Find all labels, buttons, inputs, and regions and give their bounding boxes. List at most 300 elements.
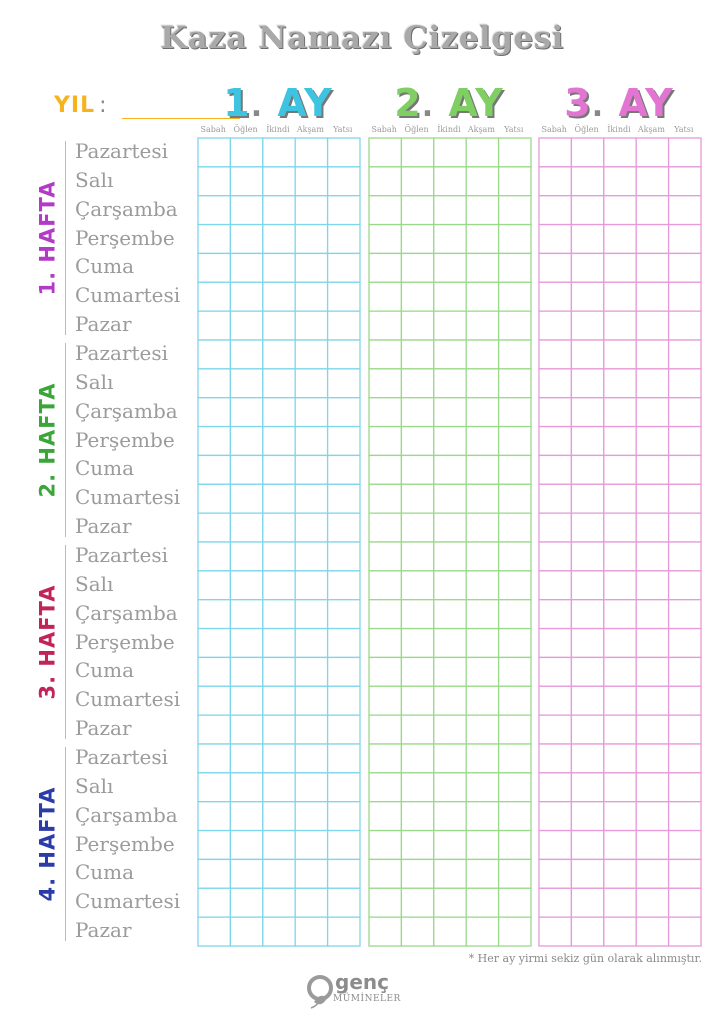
checkbox-cell[interactable] [230,888,262,917]
checkbox-cell[interactable] [369,773,401,802]
checkbox-cell[interactable] [636,600,668,629]
checkbox-cell[interactable] [295,831,327,860]
checkbox-cell[interactable] [198,744,230,773]
checkbox-cell[interactable] [571,427,603,456]
checkbox-cell[interactable] [198,513,230,542]
checkbox-cell[interactable] [230,455,262,484]
checkbox-cell[interactable] [466,427,498,456]
checkbox-cell[interactable] [198,340,230,369]
checkbox-cell[interactable] [499,629,531,658]
checkbox-cell[interactable] [434,600,466,629]
checkbox-cell[interactable] [669,888,701,917]
checkbox-cell[interactable] [499,282,531,311]
checkbox-cell[interactable] [499,311,531,340]
checkbox-cell[interactable] [198,225,230,254]
checkbox-cell[interactable] [539,311,571,340]
checkbox-cell[interactable] [263,802,295,831]
checkbox-cell[interactable] [571,398,603,427]
checkbox-cell[interactable] [328,398,360,427]
checkbox-cell[interactable] [604,686,636,715]
checkbox-cell[interactable] [230,311,262,340]
checkbox-cell[interactable] [230,167,262,196]
checkbox-cell[interactable] [571,744,603,773]
checkbox-cell[interactable] [434,427,466,456]
checkbox-cell[interactable] [295,600,327,629]
checkbox-cell[interactable] [198,427,230,456]
checkbox-cell[interactable] [499,686,531,715]
checkbox-cell[interactable] [604,340,636,369]
checkbox-cell[interactable] [434,917,466,946]
checkbox-cell[interactable] [434,311,466,340]
checkbox-cell[interactable] [198,802,230,831]
checkbox-cell[interactable] [263,427,295,456]
checkbox-cell[interactable] [571,629,603,658]
checkbox-cell[interactable] [636,686,668,715]
checkbox-cell[interactable] [263,571,295,600]
checkbox-cell[interactable] [571,311,603,340]
checkbox-cell[interactable] [499,802,531,831]
checkbox-cell[interactable] [401,167,433,196]
checkbox-cell[interactable] [571,859,603,888]
checkbox-cell[interactable] [401,369,433,398]
checkbox-cell[interactable] [604,773,636,802]
checkbox-cell[interactable] [669,340,701,369]
checkbox-cell[interactable] [369,686,401,715]
checkbox-cell[interactable] [539,657,571,686]
checkbox-cell[interactable] [328,831,360,860]
checkbox-cell[interactable] [369,484,401,513]
checkbox-cell[interactable] [499,888,531,917]
checkbox-cell[interactable] [263,600,295,629]
checkbox-cell[interactable] [230,340,262,369]
checkbox-cell[interactable] [328,455,360,484]
checkbox-cell[interactable] [198,455,230,484]
checkbox-cell[interactable] [328,542,360,571]
checkbox-cell[interactable] [369,311,401,340]
checkbox-cell[interactable] [499,715,531,744]
checkbox-cell[interactable] [604,571,636,600]
checkbox-cell[interactable] [230,253,262,282]
checkbox-cell[interactable] [499,340,531,369]
checkbox-cell[interactable] [499,484,531,513]
checkbox-cell[interactable] [401,744,433,773]
checkbox-cell[interactable] [198,542,230,571]
checkbox-cell[interactable] [499,196,531,225]
checkbox-cell[interactable] [499,859,531,888]
checkbox-cell[interactable] [295,715,327,744]
checkbox-cell[interactable] [328,600,360,629]
checkbox-cell[interactable] [604,600,636,629]
checkbox-cell[interactable] [295,657,327,686]
checkbox-cell[interactable] [263,340,295,369]
checkbox-cell[interactable] [230,427,262,456]
checkbox-cell[interactable] [198,600,230,629]
checkbox-cell[interactable] [466,225,498,254]
checkbox-cell[interactable] [198,311,230,340]
checkbox-cell[interactable] [636,802,668,831]
checkbox-cell[interactable] [401,657,433,686]
checkbox-cell[interactable] [571,167,603,196]
checkbox-cell[interactable] [604,715,636,744]
checkbox-cell[interactable] [636,398,668,427]
checkbox-cell[interactable] [499,427,531,456]
checkbox-cell[interactable] [434,744,466,773]
checkbox-cell[interactable] [539,571,571,600]
checkbox-cell[interactable] [636,138,668,167]
checkbox-cell[interactable] [263,311,295,340]
checkbox-cell[interactable] [604,455,636,484]
checkbox-cell[interactable] [539,138,571,167]
checkbox-cell[interactable] [369,167,401,196]
checkbox-cell[interactable] [669,917,701,946]
checkbox-cell[interactable] [466,715,498,744]
checkbox-cell[interactable] [230,225,262,254]
checkbox-cell[interactable] [539,859,571,888]
checkbox-cell[interactable] [669,744,701,773]
checkbox-cell[interactable] [669,196,701,225]
checkbox-cell[interactable] [328,369,360,398]
checkbox-cell[interactable] [328,802,360,831]
checkbox-cell[interactable] [636,225,668,254]
checkbox-cell[interactable] [263,686,295,715]
checkbox-cell[interactable] [604,744,636,773]
checkbox-cell[interactable] [328,571,360,600]
checkbox-cell[interactable] [230,859,262,888]
checkbox-cell[interactable] [198,196,230,225]
checkbox-cell[interactable] [466,398,498,427]
checkbox-cell[interactable] [669,369,701,398]
checkbox-cell[interactable] [369,802,401,831]
checkbox-cell[interactable] [539,484,571,513]
checkbox-cell[interactable] [539,600,571,629]
checkbox-cell[interactable] [263,398,295,427]
checkbox-cell[interactable] [571,282,603,311]
checkbox-cell[interactable] [369,513,401,542]
checkbox-cell[interactable] [295,455,327,484]
checkbox-cell[interactable] [539,167,571,196]
checkbox-cell[interactable] [198,715,230,744]
checkbox-cell[interactable] [499,398,531,427]
checkbox-cell[interactable] [369,427,401,456]
checkbox-cell[interactable] [604,542,636,571]
checkbox-cell[interactable] [369,571,401,600]
checkbox-cell[interactable] [636,282,668,311]
checkbox-cell[interactable] [328,715,360,744]
checkbox-cell[interactable] [571,542,603,571]
checkbox-cell[interactable] [466,859,498,888]
checkbox-cell[interactable] [263,831,295,860]
checkbox-cell[interactable] [230,686,262,715]
checkbox-cell[interactable] [669,311,701,340]
checkbox-cell[interactable] [263,455,295,484]
checkbox-cell[interactable] [539,340,571,369]
checkbox-cell[interactable] [604,513,636,542]
checkbox-cell[interactable] [328,657,360,686]
checkbox-cell[interactable] [263,484,295,513]
checkbox-cell[interactable] [466,542,498,571]
checkbox-cell[interactable] [571,831,603,860]
checkbox-cell[interactable] [434,686,466,715]
checkbox-cell[interactable] [401,715,433,744]
checkbox-cell[interactable] [499,513,531,542]
checkbox-cell[interactable] [295,311,327,340]
checkbox-cell[interactable] [295,369,327,398]
checkbox-cell[interactable] [571,369,603,398]
checkbox-cell[interactable] [604,398,636,427]
checkbox-cell[interactable] [434,629,466,658]
checkbox-cell[interactable] [369,859,401,888]
checkbox-cell[interactable] [434,484,466,513]
checkbox-cell[interactable] [466,657,498,686]
checkbox-cell[interactable] [295,398,327,427]
checkbox-cell[interactable] [636,629,668,658]
checkbox-cell[interactable] [230,773,262,802]
checkbox-cell[interactable] [369,888,401,917]
checkbox-cell[interactable] [636,253,668,282]
checkbox-cell[interactable] [604,138,636,167]
checkbox-cell[interactable] [401,427,433,456]
checkbox-cell[interactable] [466,138,498,167]
checkbox-cell[interactable] [669,484,701,513]
checkbox-cell[interactable] [466,773,498,802]
checkbox-cell[interactable] [401,542,433,571]
checkbox-cell[interactable] [434,138,466,167]
checkbox-cell[interactable] [571,196,603,225]
checkbox-cell[interactable] [263,744,295,773]
checkbox-cell[interactable] [636,513,668,542]
checkbox-cell[interactable] [328,484,360,513]
checkbox-cell[interactable] [604,427,636,456]
checkbox-cell[interactable] [636,455,668,484]
checkbox-cell[interactable] [466,484,498,513]
checkbox-cell[interactable] [539,773,571,802]
checkbox-cell[interactable] [401,282,433,311]
checkbox-cell[interactable] [571,686,603,715]
checkbox-cell[interactable] [539,282,571,311]
checkbox-cell[interactable] [604,831,636,860]
checkbox-cell[interactable] [401,340,433,369]
checkbox-cell[interactable] [369,542,401,571]
checkbox-cell[interactable] [263,773,295,802]
checkbox-cell[interactable] [539,542,571,571]
checkbox-cell[interactable] [539,225,571,254]
checkbox-cell[interactable] [263,138,295,167]
checkbox-cell[interactable] [230,657,262,686]
checkbox-cell[interactable] [401,773,433,802]
checkbox-cell[interactable] [328,773,360,802]
checkbox-cell[interactable] [328,917,360,946]
checkbox-cell[interactable] [636,715,668,744]
checkbox-cell[interactable] [669,715,701,744]
checkbox-cell[interactable] [328,629,360,658]
checkbox-cell[interactable] [499,600,531,629]
checkbox-cell[interactable] [230,600,262,629]
checkbox-cell[interactable] [230,369,262,398]
checkbox-cell[interactable] [571,340,603,369]
checkbox-cell[interactable] [434,542,466,571]
checkbox-cell[interactable] [263,859,295,888]
checkbox-cell[interactable] [466,253,498,282]
checkbox-cell[interactable] [230,571,262,600]
checkbox-cell[interactable] [434,369,466,398]
checkbox-cell[interactable] [636,340,668,369]
checkbox-cell[interactable] [328,859,360,888]
checkbox-cell[interactable] [466,311,498,340]
checkbox-cell[interactable] [466,196,498,225]
checkbox-cell[interactable] [604,167,636,196]
checkbox-cell[interactable] [434,282,466,311]
checkbox-cell[interactable] [434,859,466,888]
checkbox-cell[interactable] [295,744,327,773]
checkbox-cell[interactable] [198,686,230,715]
checkbox-cell[interactable] [295,917,327,946]
checkbox-cell[interactable] [401,629,433,658]
checkbox-cell[interactable] [230,398,262,427]
checkbox-cell[interactable] [571,600,603,629]
checkbox-cell[interactable] [369,744,401,773]
checkbox-cell[interactable] [434,253,466,282]
checkbox-cell[interactable] [295,859,327,888]
checkbox-cell[interactable] [604,369,636,398]
checkbox-cell[interactable] [198,657,230,686]
checkbox-cell[interactable] [401,398,433,427]
checkbox-cell[interactable] [198,398,230,427]
checkbox-cell[interactable] [434,802,466,831]
checkbox-cell[interactable] [434,196,466,225]
checkbox-cell[interactable] [604,196,636,225]
checkbox-cell[interactable] [198,859,230,888]
checkbox-cell[interactable] [369,657,401,686]
checkbox-cell[interactable] [434,455,466,484]
checkbox-cell[interactable] [571,455,603,484]
checkbox-cell[interactable] [295,138,327,167]
checkbox-cell[interactable] [499,657,531,686]
checkbox-cell[interactable] [295,282,327,311]
checkbox-cell[interactable] [230,917,262,946]
checkbox-cell[interactable] [230,138,262,167]
checkbox-cell[interactable] [263,888,295,917]
checkbox-cell[interactable] [571,773,603,802]
checkbox-cell[interactable] [604,802,636,831]
checkbox-cell[interactable] [636,657,668,686]
checkbox-cell[interactable] [369,398,401,427]
checkbox-cell[interactable] [669,455,701,484]
checkbox-cell[interactable] [669,773,701,802]
checkbox-cell[interactable] [466,340,498,369]
checkbox-cell[interactable] [466,888,498,917]
checkbox-cell[interactable] [401,138,433,167]
checkbox-cell[interactable] [230,744,262,773]
checkbox-cell[interactable] [604,253,636,282]
checkbox-cell[interactable] [198,282,230,311]
checkbox-cell[interactable] [369,715,401,744]
checkbox-cell[interactable] [369,138,401,167]
checkbox-cell[interactable] [295,427,327,456]
checkbox-cell[interactable] [401,917,433,946]
checkbox-cell[interactable] [669,225,701,254]
checkbox-cell[interactable] [401,513,433,542]
checkbox-cell[interactable] [434,715,466,744]
checkbox-cell[interactable] [369,282,401,311]
checkbox-cell[interactable] [198,369,230,398]
checkbox-cell[interactable] [230,513,262,542]
checkbox-cell[interactable] [328,282,360,311]
checkbox-cell[interactable] [230,196,262,225]
checkbox-cell[interactable] [466,629,498,658]
checkbox-cell[interactable] [198,253,230,282]
checkbox-cell[interactable] [571,571,603,600]
checkbox-cell[interactable] [571,513,603,542]
checkbox-cell[interactable] [434,513,466,542]
checkbox-cell[interactable] [466,513,498,542]
checkbox-cell[interactable] [499,369,531,398]
checkbox-cell[interactable] [295,196,327,225]
checkbox-cell[interactable] [434,657,466,686]
checkbox-cell[interactable] [636,773,668,802]
checkbox-cell[interactable] [369,225,401,254]
checkbox-cell[interactable] [669,138,701,167]
checkbox-cell[interactable] [571,888,603,917]
checkbox-cell[interactable] [636,831,668,860]
checkbox-cell[interactable] [636,571,668,600]
checkbox-cell[interactable] [434,398,466,427]
checkbox-cell[interactable] [466,831,498,860]
checkbox-cell[interactable] [198,773,230,802]
checkbox-cell[interactable] [539,629,571,658]
checkbox-cell[interactable] [539,513,571,542]
checkbox-cell[interactable] [198,917,230,946]
checkbox-cell[interactable] [636,484,668,513]
checkbox-cell[interactable] [669,686,701,715]
checkbox-cell[interactable] [263,196,295,225]
checkbox-cell[interactable] [636,311,668,340]
checkbox-cell[interactable] [669,600,701,629]
checkbox-cell[interactable] [369,629,401,658]
checkbox-cell[interactable] [263,282,295,311]
checkbox-cell[interactable] [328,686,360,715]
checkbox-cell[interactable] [434,888,466,917]
checkbox-cell[interactable] [466,744,498,773]
checkbox-cell[interactable] [434,831,466,860]
checkbox-cell[interactable] [539,686,571,715]
checkbox-cell[interactable] [401,196,433,225]
checkbox-cell[interactable] [198,571,230,600]
checkbox-cell[interactable] [263,167,295,196]
checkbox-cell[interactable] [295,773,327,802]
checkbox-cell[interactable] [328,253,360,282]
checkbox-cell[interactable] [466,571,498,600]
checkbox-cell[interactable] [434,225,466,254]
checkbox-cell[interactable] [198,888,230,917]
checkbox-cell[interactable] [669,629,701,658]
checkbox-cell[interactable] [604,629,636,658]
checkbox-cell[interactable] [466,167,498,196]
checkbox-cell[interactable] [401,571,433,600]
checkbox-cell[interactable] [401,484,433,513]
checkbox-cell[interactable] [401,831,433,860]
checkbox-cell[interactable] [328,888,360,917]
checkbox-cell[interactable] [571,802,603,831]
checkbox-cell[interactable] [669,427,701,456]
checkbox-cell[interactable] [499,542,531,571]
checkbox-cell[interactable] [263,657,295,686]
checkbox-cell[interactable] [230,831,262,860]
checkbox-cell[interactable] [539,455,571,484]
checkbox-cell[interactable] [636,744,668,773]
checkbox-cell[interactable] [230,542,262,571]
checkbox-cell[interactable] [401,802,433,831]
checkbox-cell[interactable] [539,398,571,427]
